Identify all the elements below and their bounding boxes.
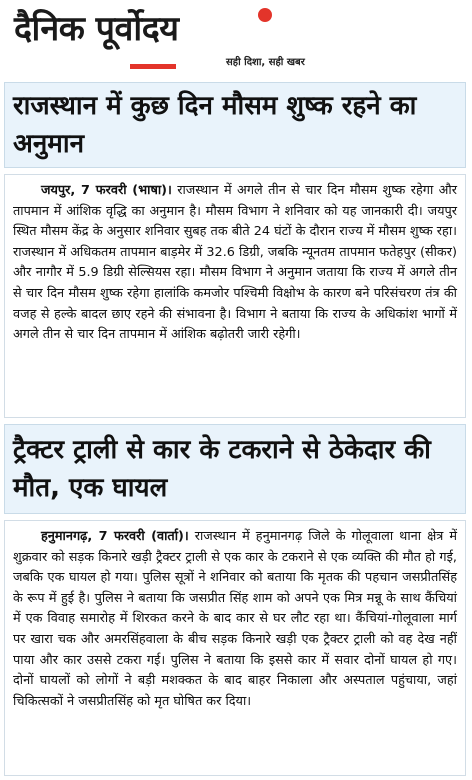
article-1-text bbox=[13, 181, 457, 346]
masthead bbox=[0, 0, 472, 78]
newspaper-tagline: सही दिशा, सही खबर bbox=[226, 57, 305, 68]
logo-underline-decoration bbox=[130, 64, 176, 69]
article-1-dateline: जयपुर, 7 फरवरी (भाषा)। bbox=[41, 183, 172, 198]
article-1-headline: राजस्थान में कुछ दिन मौसम शुष्क रहने का अनुमान bbox=[13, 91, 417, 159]
article-1-body-box bbox=[4, 174, 466, 418]
article-2-dateline: हनुमानगढ़, 7 फरवरी (वार्ता)। bbox=[41, 529, 189, 544]
article-1-body: राजस्थान में अगले तीन से चार दिन मौसम शुष्क रहेगा और तापमान में आंशिक वृद्धि का अनुमान है। मौसम विभाग ने शनिवार को यह जानकारी दी। जयपुर स्थित मौसम केंद्र के अनुसार शनिवार सुबह तक बीते 24 घंटों के दौरान राज्य में मौसम शुष्क रहा। राजस्थान में अधिकतम तापमान बाड़मेर में 32.6 डिग्री, जबकि न्यूनतम तापमान फतेहपुर (सीकर) और नागौर में 5.9 डिग्री सेल्सियस रहा। मौसम विभाग ने अनुमान जताया कि राज्य में अगले तीन से चार दिन मौसम शुष्क रहेगा हालांकि कमजोर पश्चिमी विक्षोभ के कारण बने परिसंचरण तंत्र की वजह से हल्के बादल छाए रहने की संभावना है। विभाग ने बताया कि राज्य के अधिकांश भागों में अगले तीन से चार दिन तापमान में आंशिक बढ़ोतरी जारी रहेगी। bbox=[13, 183, 457, 343]
article-1-headline-box bbox=[4, 82, 466, 168]
newspaper-logo: दैनिक पूर्वोदय bbox=[14, 9, 179, 49]
logo-dot-icon bbox=[258, 8, 272, 22]
article-2-body-box bbox=[4, 520, 466, 776]
article-2-text bbox=[13, 527, 457, 712]
article-2-headline-box bbox=[4, 424, 466, 514]
article-2-body: राजस्थान में हनुमानगढ़ जिले के गोलूवाला थाना क्षेत्र में शुक्रवार को सड़क किनारे खड़ी ट्रैक्टर ट्राली से एक कार के टकराने से एक व्यक्ति की मौत हो गई, जबकि एक घायल हो गया। पुलिस सूत्रों ने शनिवार को बताया कि मृतक की पहचान जसप्रीतसिंह के रूप में हुई है। पुलिस ने बताया कि जसप्रीत सिंह शाम को अपने एक मित्र मन्नू के साथ कैंचियां में एक विवाह समारोह में शिरकत करने के बाद कार से घर लौट रहा था। कैंचियां-गोलूवाला मार्ग पर खारा चक और अमरसिंहवाला के बीच सड़क किनारे खड़ी एक ट्रैक्टर ट्राली को वह देख नहीं पाया और कार उससे टकरा गई। पुलिस ने बताया कि इससे कार में सवार दोनों घायल हो गए। दोनों घायलों को लोगों ने बड़ी मशक्कत के बाद बाहर निकाला और अस्पताल पहुंचाया, जहां चिकित्सकों ने जसप्रीतसिंह को मृत घोषित कर दिया। bbox=[13, 529, 458, 709]
article-2-headline: ट्रैक्टर ट्राली से कार के टकराने से ठेकेदार की मौत, एक घायल bbox=[13, 435, 431, 503]
